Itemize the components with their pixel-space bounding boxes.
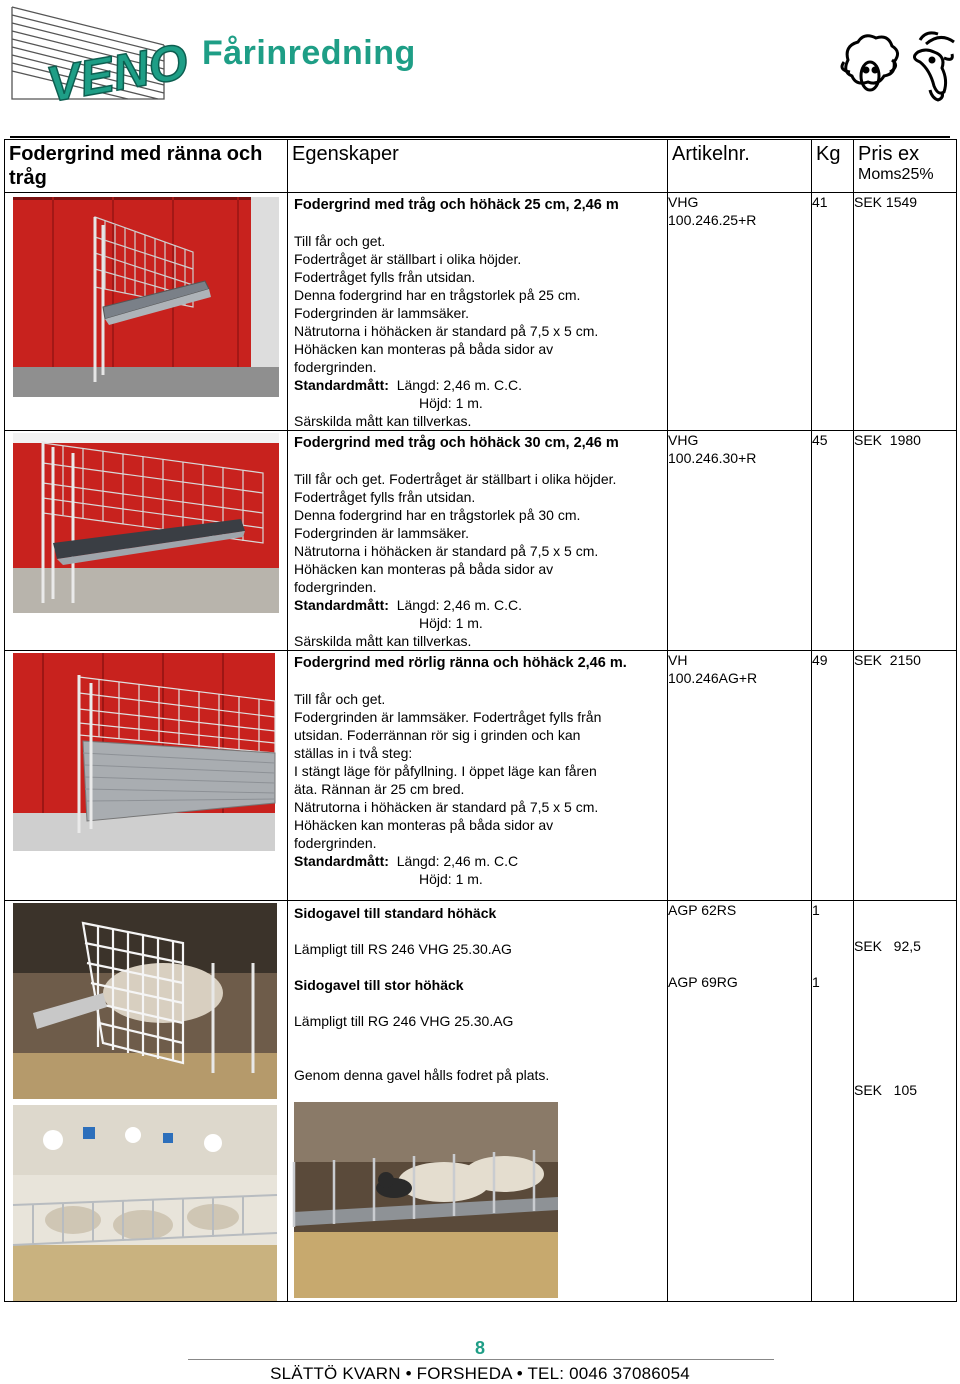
gavel-note: Genom denna gavel hålls fodret på plats. xyxy=(294,1067,550,1083)
std-label: Standardmått: xyxy=(294,597,389,613)
table-row xyxy=(5,431,957,651)
article-cell xyxy=(668,431,812,651)
gavel-item-1-article: AGP 62RS xyxy=(668,902,737,918)
feature-line: I stängt läge för påfyllning. I öppet läge kan fåren xyxy=(294,763,597,779)
feature-line: Till får och get. Fodertråget är ställbart i olika höjder. xyxy=(294,471,617,487)
product-title: Fodergrind med rörlig ränna och höhäck 2,46 m. xyxy=(294,655,627,671)
feature-line: fodergrinden. xyxy=(294,579,377,595)
header-features: Egenskaper xyxy=(288,140,668,193)
page-header xyxy=(0,0,960,120)
header-price xyxy=(854,140,957,193)
article-code: VHG xyxy=(668,194,699,210)
price-cell: SEK 1549 xyxy=(854,193,957,431)
gavel-item-2-price: SEK 105 xyxy=(854,1082,918,1098)
feature-line: Höhäcken kan monteras på båda sidor av xyxy=(294,561,554,577)
kg-cell: 49 xyxy=(812,651,854,901)
barn-photo-left xyxy=(13,1105,277,1301)
feature-line: Denna fodergrind har en trågstorlek på 30 cm. xyxy=(294,507,581,523)
table-row xyxy=(5,651,957,901)
feature-line: Denna fodergrind har en trågstorlek på 25 cm. xyxy=(294,287,581,303)
photo-cell xyxy=(5,651,288,901)
std-length: Längd: 2,46 m. C.C. xyxy=(396,597,522,613)
std-length: Längd: 2,46 m. C.C xyxy=(396,853,519,869)
page-number: 8 xyxy=(474,1338,485,1358)
std-height: Höjd: 1 m. xyxy=(419,615,483,631)
feature-line: Nätrutorna i höhäcken är standard på 7,5 x 5 cm. xyxy=(294,543,599,559)
header-price-sub: Moms25% xyxy=(858,166,934,183)
kg-cell: 45 xyxy=(812,431,854,651)
feature-line: Fodertråget är ställbart i olika höjder. xyxy=(294,251,522,267)
product-title: Fodergrind med tråg och höhäck 25 cm, 2,46 m xyxy=(294,197,619,213)
table-header-row xyxy=(5,140,957,193)
feature-line: Höhäcken kan monteras på båda sidor av xyxy=(294,817,554,833)
article-cell xyxy=(668,651,812,901)
photo-cell xyxy=(5,431,288,651)
features-cell xyxy=(288,901,668,1302)
feature-line: ställas in i två steg: xyxy=(294,745,413,761)
header-kg: Kg xyxy=(812,140,854,193)
feature-line: Fodergrinden är lammsäker. Fodertråget fylls från xyxy=(294,709,602,725)
gavel-item-1-note: Lämpligt till RS 246 VHG 25.30.AG xyxy=(294,941,512,957)
gavel-item-1-title: Sidogavel till standard höhäck xyxy=(294,905,497,921)
side-gable-photo xyxy=(13,903,277,1099)
sheep-goat-icon xyxy=(840,30,958,104)
feature-line: Höhäcken kan monteras på båda sidor av xyxy=(294,341,554,357)
svg-text:VENO: VENO xyxy=(42,33,192,113)
std-label: Standardmått: xyxy=(294,377,389,393)
features-cell xyxy=(288,431,668,651)
gavel-item-1-price: SEK 92,5 xyxy=(854,938,921,954)
header-product: Fodergrind med ränna och tråg xyxy=(5,140,288,193)
std-label: Standardmått: xyxy=(294,853,389,869)
feature-line: Till får och get. xyxy=(294,691,386,707)
feature-line: Nätrutorna i höhäcken är standard på 7,5 x 5 cm. xyxy=(294,323,599,339)
gavel-item-2-note: Lämpligt till RG 246 VHG 25.30.AG xyxy=(294,1013,514,1029)
gavel-item-2-title: Sidogavel till stor höhäck xyxy=(294,977,464,993)
price-cell xyxy=(854,901,957,1302)
gavel-item-2-article: AGP 69RG xyxy=(668,974,738,990)
product-table xyxy=(4,139,957,1302)
feature-line: Fodergrinden är lammsäker. xyxy=(294,305,470,321)
feed-rack-photo xyxy=(13,433,279,613)
feature-line: Fodertråget fylls från utsidan. xyxy=(294,489,476,505)
extra-note: Särskilda mått kan tillverkas. xyxy=(294,413,472,429)
kg-cell: 41 xyxy=(812,193,854,431)
std-height: Höjd: 1 m. xyxy=(419,395,483,411)
gavel-item-1-kg: 1 xyxy=(812,902,820,918)
article-number: 100.246.25+R xyxy=(668,212,757,228)
article-number: 100.246.30+R xyxy=(668,450,757,466)
product-title: Fodergrind med tråg och höhäck 30 cm, 2,46 m xyxy=(294,435,619,451)
header-price-label: Pris ex xyxy=(858,143,920,165)
table-row xyxy=(5,901,957,1302)
footer-contact: SLÄTTÖ KVARN • FORSHEDA • TEL: 0046 37086054 xyxy=(270,1364,690,1383)
feature-line: fodergrinden. xyxy=(294,359,377,375)
feed-rack-photo xyxy=(13,197,279,397)
feature-line: Fodergrinden är lammsäker. xyxy=(294,525,470,541)
photo-cell xyxy=(5,193,288,431)
table-row xyxy=(5,193,957,431)
article-code: VH xyxy=(668,652,688,668)
feed-rack-photo xyxy=(13,653,275,851)
barn-photo-right xyxy=(294,1102,558,1298)
photo-cell xyxy=(5,901,288,1302)
features-cell xyxy=(288,193,668,431)
features-cell xyxy=(288,651,668,901)
feature-line: utsidan. Foderrännan rör sig i grinden och kan xyxy=(294,727,581,743)
std-length: Längd: 2,46 m. C.C. xyxy=(396,377,522,393)
veno-logo xyxy=(8,3,192,113)
footer-rule xyxy=(188,1359,774,1360)
feature-line: Fodertråget fylls från utsidan. xyxy=(294,269,476,285)
article-number: 100.246AG+R xyxy=(668,670,758,686)
feature-line: Till får och get. xyxy=(294,233,386,249)
gavel-item-2-kg: 1 xyxy=(812,974,820,990)
std-height: Höjd: 1 m. xyxy=(419,871,483,887)
extra-note: Särskilda mått kan tillverkas. xyxy=(294,633,472,649)
std-dimensions xyxy=(294,596,663,614)
header-article: Artikelnr. xyxy=(668,140,812,193)
std-dimensions xyxy=(294,852,663,870)
feature-line: fodergrinden. xyxy=(294,835,377,851)
page-title: Fårinredning xyxy=(202,34,416,72)
article-cell xyxy=(668,193,812,431)
feature-line: Nätrutorna i höhäcken är standard på 7,5 x 5 cm. xyxy=(294,799,599,815)
kg-cell xyxy=(812,901,854,1302)
article-code: VHG xyxy=(668,432,699,448)
feature-line: äta. Rännan är 25 cm bred. xyxy=(294,781,465,797)
price-cell: SEK 2150 xyxy=(854,651,957,901)
std-dimensions xyxy=(294,376,663,394)
article-cell xyxy=(668,901,812,1302)
price-cell: SEK 1980 xyxy=(854,431,957,651)
header-rule xyxy=(10,136,950,138)
